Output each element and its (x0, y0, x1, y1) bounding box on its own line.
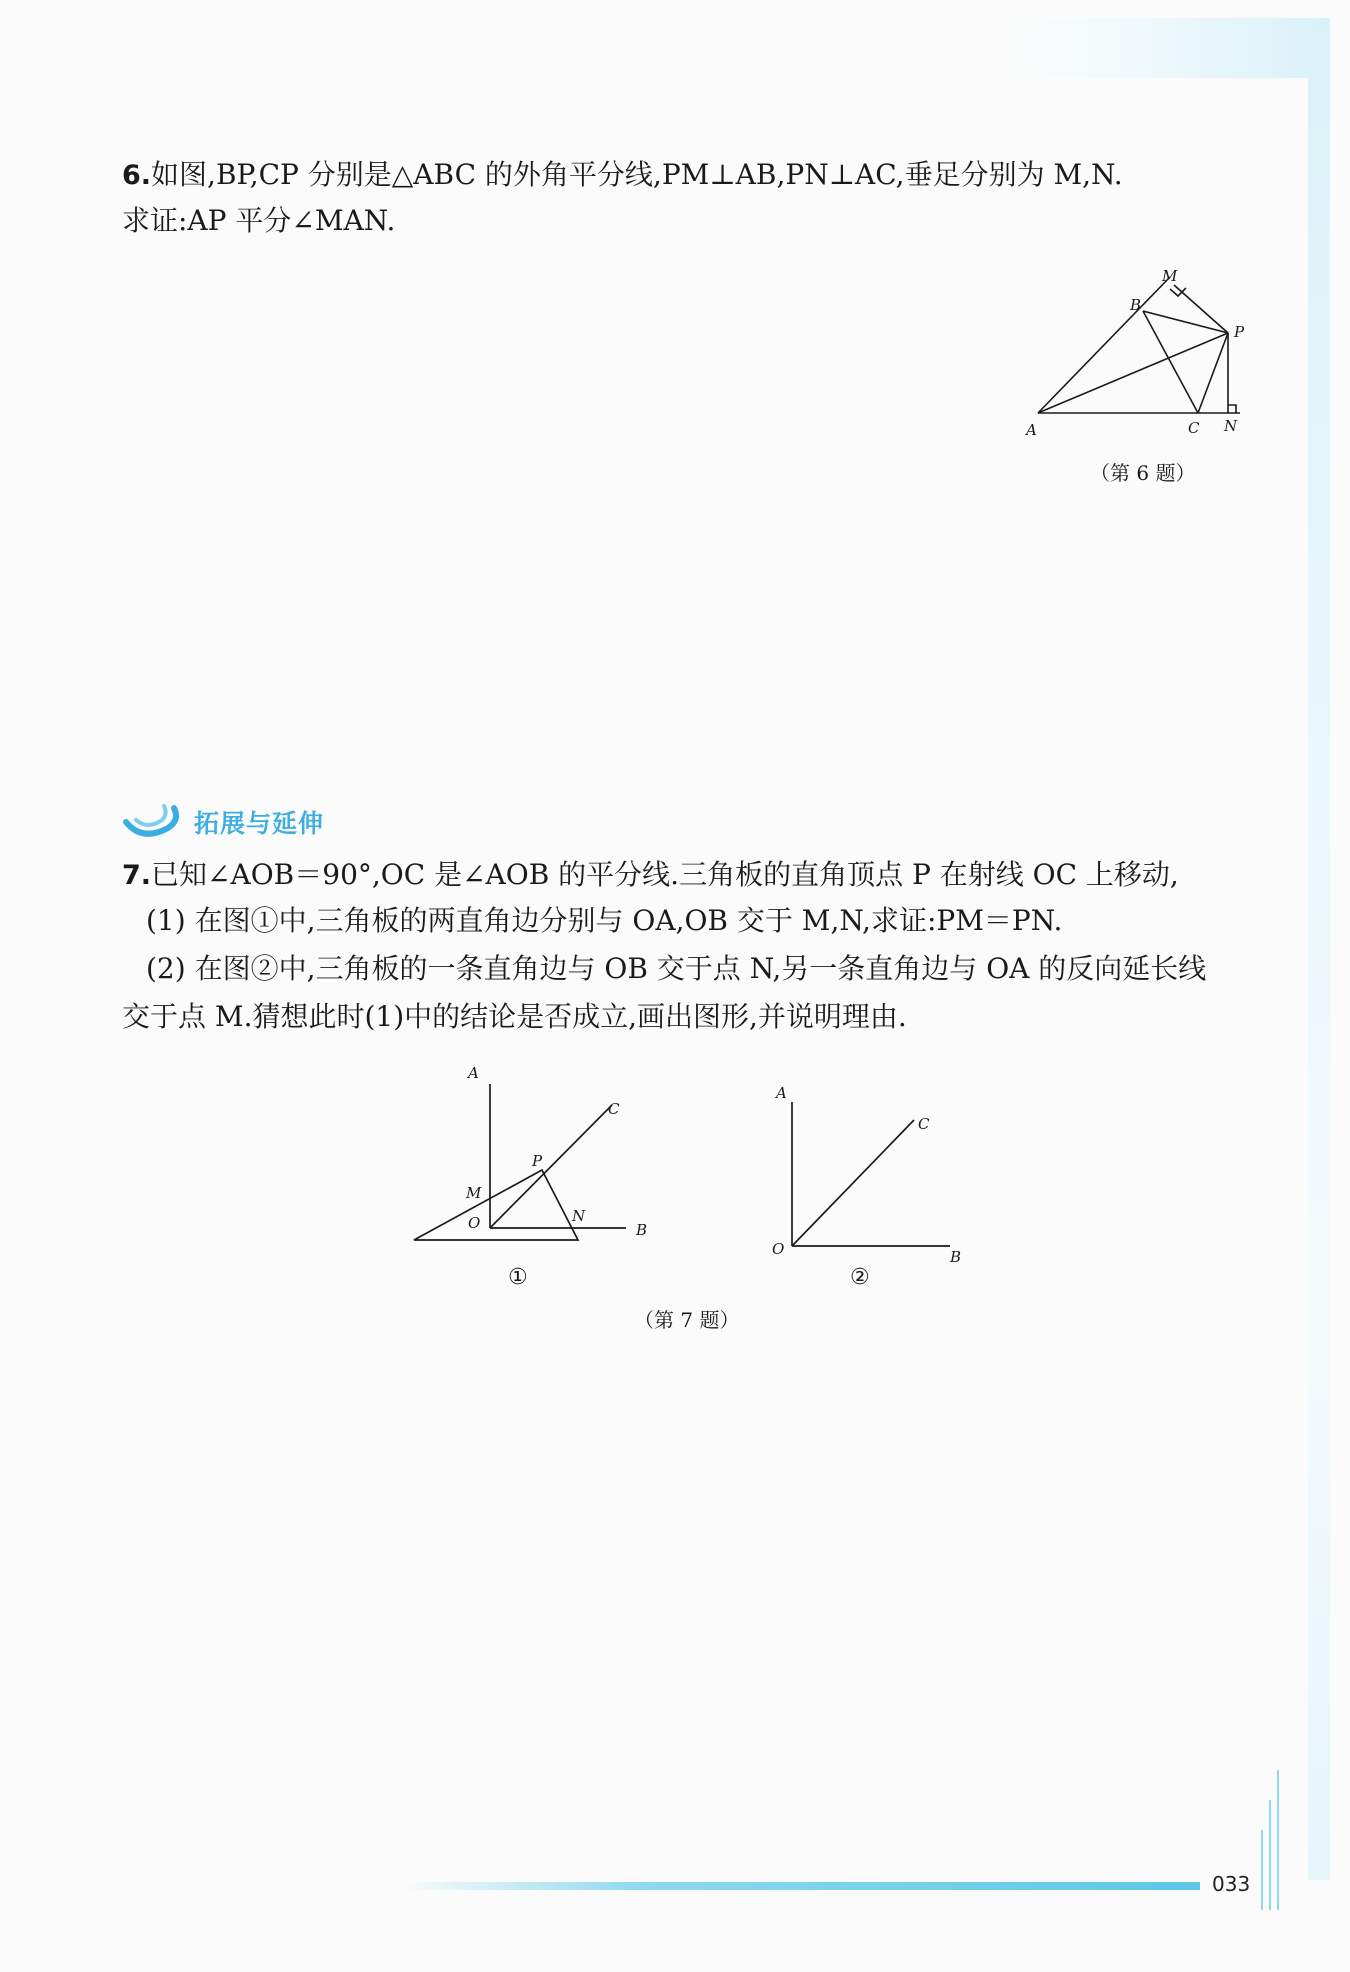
fig2-caption: ② (850, 1265, 870, 1290)
q7-line4: 交于点 M.猜想此时(1)中的结论是否成立,画出图形,并说明理由. (122, 1000, 907, 1033)
q6-figure (1020, 265, 1260, 445)
q6-line2: 求证:AP 平分∠MAN. (122, 204, 396, 237)
right-margin-stripe (1308, 20, 1330, 1880)
q6-label-A: A (1026, 421, 1037, 439)
fig2-label-C: C (918, 1115, 930, 1133)
q7-line3: (2) 在图②中,三角板的一条直角边与 OB 交于点 N,另一条直角边与 OA 的反向延长线 (146, 952, 1207, 985)
section-title: 拓展与延伸 (194, 809, 325, 838)
q6-label-N: N (1224, 417, 1238, 435)
swirl-icon (122, 802, 186, 842)
page-number: 033 (1212, 1872, 1251, 1896)
footer-rule (400, 1882, 1200, 1890)
q6-caption: （第 6 题） (1090, 461, 1196, 485)
fig1-caption: ① (508, 1265, 528, 1290)
footer-ticks (1258, 1770, 1288, 1910)
q6-label-B: B (1130, 296, 1142, 314)
q6-label-C: C (1188, 419, 1200, 437)
q7-figure-1 (400, 1060, 660, 1260)
fig1-label-M: M (466, 1184, 482, 1202)
fig1-label-B: B (636, 1221, 648, 1239)
fig1-label-O: O (468, 1214, 481, 1232)
fig2-label-B: B (950, 1248, 962, 1266)
q7-figure-2 (760, 1080, 990, 1270)
q7-number: 7. (122, 860, 152, 891)
fig1-label-N: N (572, 1207, 586, 1225)
q7-text-line1: 已知∠AOB＝90°,OC 是∠AOB 的平分线.三角板的直角顶点 P 在射线 OC 上移动, (151, 858, 1179, 891)
corner-decoration (1000, 18, 1330, 78)
q6-line1 (122, 152, 1123, 199)
fig1-label-P: P (532, 1152, 543, 1170)
q6-text-line1: 如图,BP,CP 分别是△ABC 的外角平分线,PM⊥AB,PN⊥AC,垂足分别为 M,N. (151, 158, 1123, 191)
q7-line1 (122, 852, 1179, 899)
q7-line2: (1) 在图①中,三角板的两直角边分别与 OA,OB 交于 M,N,求证:PM＝PN. (146, 904, 1063, 937)
fig1-label-C: C (608, 1100, 620, 1118)
section-heading (122, 800, 324, 844)
q6-label-P: P (1234, 323, 1245, 341)
fig2-label-O: O (772, 1240, 785, 1258)
fig2-label-A: A (776, 1084, 787, 1102)
q7-caption: （第 7 题） (634, 1308, 740, 1332)
fig1-label-A: A (468, 1064, 479, 1082)
q6-label-M: M (1162, 267, 1178, 285)
q6-number: 6. (122, 160, 152, 191)
